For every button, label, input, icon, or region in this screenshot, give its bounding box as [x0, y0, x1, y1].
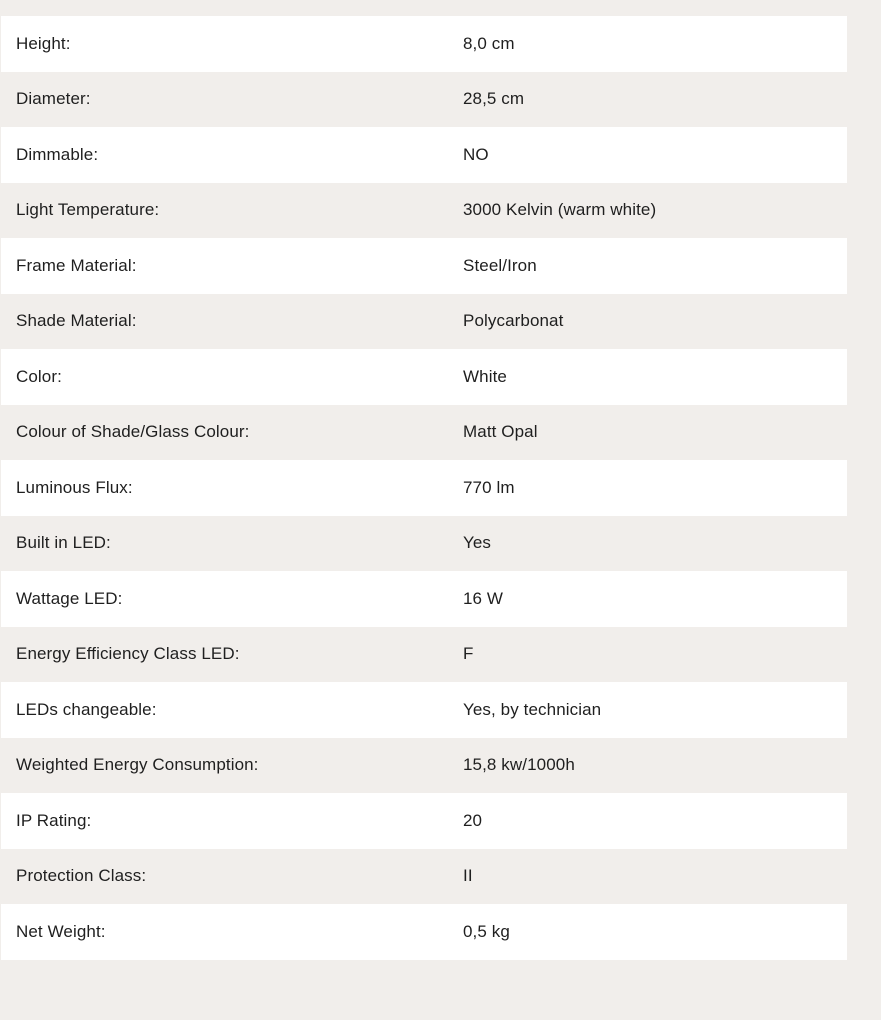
spec-label: Protection Class: — [16, 866, 147, 886]
spec-label: Diameter: — [16, 89, 91, 109]
spec-label: Energy Efficiency Class LED: — [16, 644, 240, 664]
spec-value: 770 lm — [463, 477, 515, 497]
spec-row-energy-efficiency-class — [1, 627, 847, 683]
spec-label: Light Temperature: — [16, 200, 160, 220]
spec-value: NO — [463, 144, 489, 164]
spec-row-net-weight — [1, 904, 847, 960]
spec-value: Yes — [463, 533, 492, 553]
spec-row-height — [1, 16, 847, 72]
spec-row-shade-material — [1, 294, 847, 350]
spec-row-color — [1, 349, 847, 405]
spec-label: Frame Material: — [16, 255, 137, 275]
spec-value: Matt Opal — [463, 422, 538, 442]
spec-label: Luminous Flux: — [16, 477, 133, 497]
spec-label: Height: — [16, 33, 71, 53]
spec-label: LEDs changeable: — [16, 699, 157, 719]
spec-value: Yes, by technician — [463, 699, 602, 719]
spec-row-protection-class — [1, 849, 847, 905]
spec-row-diameter — [1, 72, 847, 128]
spec-row-weighted-energy-consumption — [1, 738, 847, 794]
spec-value: II — [463, 866, 473, 886]
spec-value: White — [463, 366, 507, 386]
spec-value: 0,5 kg — [463, 921, 510, 941]
spec-label: Dimmable: — [16, 144, 99, 164]
spec-value: 16 W — [463, 588, 504, 608]
spec-label: Built in LED: — [16, 533, 111, 553]
spec-label: Wattage LED: — [16, 588, 123, 608]
spec-row-wattage-led — [1, 571, 847, 627]
spec-value: 28,5 cm — [463, 89, 525, 109]
spec-label: Net Weight: — [16, 921, 106, 941]
spec-row-dimmable — [1, 127, 847, 183]
spec-value: F — [463, 644, 474, 664]
spec-value: Polycarbonat — [463, 311, 564, 331]
spec-table — [1, 16, 847, 960]
spec-row-built-in-led — [1, 516, 847, 572]
spec-value: Steel/Iron — [463, 255, 537, 275]
spec-value: 15,8 kw/1000h — [463, 755, 575, 775]
spec-row-frame-material — [1, 238, 847, 294]
spec-row-light-temperature — [1, 183, 847, 239]
spec-row-shade-colour — [1, 405, 847, 461]
spec-value: 8,0 cm — [463, 33, 515, 53]
spec-row-luminous-flux — [1, 460, 847, 516]
spec-label: Shade Material: — [16, 311, 137, 331]
spec-label: IP Rating: — [16, 810, 92, 830]
spec-row-ip-rating — [1, 793, 847, 849]
spec-value: 20 — [463, 810, 483, 830]
spec-value: 3000 Kelvin (warm white) — [463, 200, 657, 220]
spec-label: Weighted Energy Consumption: — [16, 755, 259, 775]
spec-row-leds-changeable — [1, 682, 847, 738]
spec-label: Color: — [16, 366, 62, 386]
spec-label: Colour of Shade/Glass Colour: — [16, 422, 250, 442]
